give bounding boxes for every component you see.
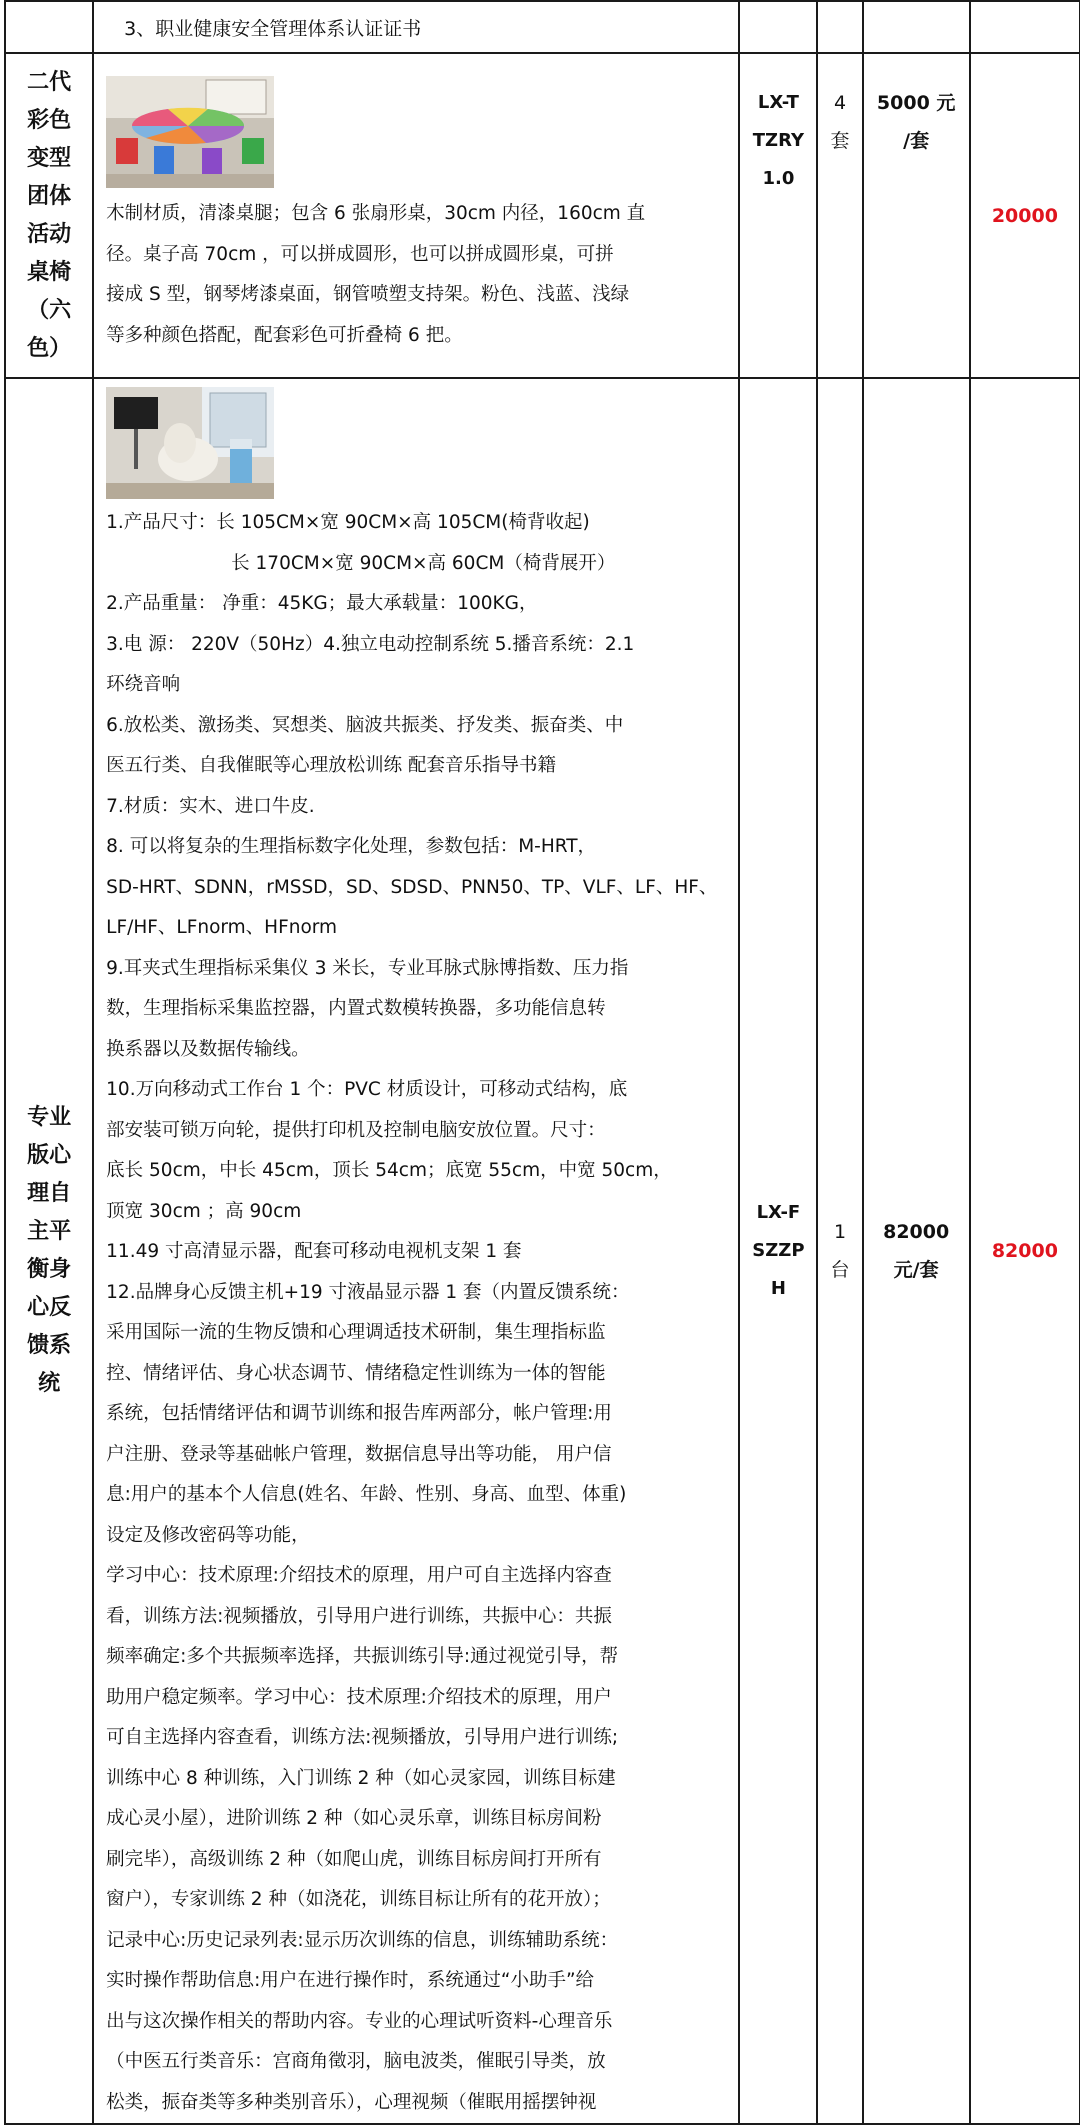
table-row-certificate (5, 1, 1080, 53)
product-quote-table (4, 0, 1080, 2125)
product-model: LX-T TZRY 1.0 (739, 53, 817, 378)
table-row-activity-table (5, 53, 1080, 378)
product-description: 木制材质，清漆桌腿；包含 6 张扇形桌，30cm 内径，160cm 直 径。桌子高 70cm ，可以拼成圆形，也可以拼成圆形桌，可拼 接成 S 型，钢琴烤漆桌面，钢管喷塑支持架。粉色、浅蓝、浅绿 等多种颜色搭配，配套彩色可折叠椅 6 把。 (93, 53, 739, 378)
product-photo (106, 387, 274, 499)
product-unit-price: 5000 元 /套 (863, 53, 970, 378)
product-description: 1.产品尺寸：长 105CM×宽 90CM×高 105CM(椅背收起) 长 170CM×宽 90CM×高 60CM（椅背展开） 2.产品重量： 净重：45KG；最大承载量：100KG， 3.电 源： 220V（50Hz）4.独立电动控制系统 5.播音系统：2.1 环绕音响 6.放松类、激扬类、冥想类、脑波共振类、抒发类、振奋类、中 医五行类、自我催眠等心理放松训练 配套音乐指导书籍 7.材质：实木、进口牛皮. 8. 可以将复杂的生理指标数字化处理，参数包括：M-HRT， SD-HRT、SDNN，rMSSD，SD、SDSD、PNN50、TP、VLF、LF、HF、 LF/HF、LFnorm、HFnorm 9.耳夹式生理指标采集仪 3 米长，专业耳脉式脉博指数、压力指 数，生理指标采集监控器，内置式数模转换器，多功能信息转 换系器以及数据传输线。 10.万向移动式工作台 1 个：PVC 材质设计，可移动式结构，底 部安装可锁万向轮，提供打印机及控制电脑安放位置。尺寸： 底长 50cm，中长 45cm，顶长 54cm；底宽 55cm，中宽 50cm， 顶宽 30cm ；高 90cm 11.49 寸高清显示器，配套可移动电视机支架 1 套 12.品牌身心反馈主机+19 寸液晶显示器 1 套（内置反馈系统： 采用国际一流的生物反馈和心理调适技术研制，集生理指标监 控、情绪评估、身心状态调节、情绪稳定性训练为一体的智能 系统，包括情绪评估和调节训练和报告库两部分，帐户管理:用 户注册、登录等基础帐户管理，数据信息导出等功能， 用户信 息:用户的基本个人信息(姓名、年龄、性别、身高、血型、体重) 设定及修改密码等功能， 学习中心：技术原理:介绍技术的原理，用户可自主选择内容查 看，训练方法:视频播放，引导用户进行训练，共振中心：共振 频率确定:多个共振频率选择，共振训练引导:通过视觉引导，帮 助用户稳定频率。学习中心：技术原理:介绍技术的原理，用户 可自主选择内容查看，训练方法:视频播放，引导用户进行训练; 训练中心 8 种训练，入门训练 2 种（如心灵家园，训练目标建 成心灵小屋），进阶训练 2 种（如心灵乐章，训练目标房间粉 刷完毕），高级训练 2 种（如爬山虎，训练目标房间打开所有 窗户），专家训练 2 种（如浇花，训练目标让所有的花开放）； 记录中心:历史记录列表:显示历次训练的信息，训练辅助系统： 实时操作帮助信息:用户在进行操作时，系统通过“小助手”给 出与这次操作相关的帮助内容。专业的心理试听资料-心理音乐 （中医五行类音乐：宫商角徵羽，脑电波类，催眠引导类，放 松类，振奋类等多种类别音乐），心理视频（催眠用摇摆钟视 (93, 378, 739, 2124)
product-total: 20000 (970, 53, 1080, 378)
cell-empty (970, 1, 1080, 53)
product-quantity: 4 套 (817, 53, 862, 378)
certificate-text: 3、职业健康安全管理体系认证证书 (93, 1, 739, 53)
product-name: 专业 版心 理自 主平 衡身 心反 馈系 统 (5, 378, 93, 2124)
product-quantity: 1 台 (817, 378, 862, 2124)
product-photo (106, 76, 274, 188)
table-row-biofeedback (5, 378, 1080, 2124)
product-unit-price: 82000 元/套 (863, 378, 970, 2124)
product-total: 82000 (970, 378, 1080, 2124)
cell-empty (863, 1, 970, 53)
cell-empty (5, 1, 93, 53)
cell-empty (817, 1, 862, 53)
cell-empty (739, 1, 817, 53)
product-name: 二代 彩色 变型 团体 活动 桌椅 （六 色） (5, 53, 93, 378)
product-model: LX-F SZZP H (739, 378, 817, 2124)
